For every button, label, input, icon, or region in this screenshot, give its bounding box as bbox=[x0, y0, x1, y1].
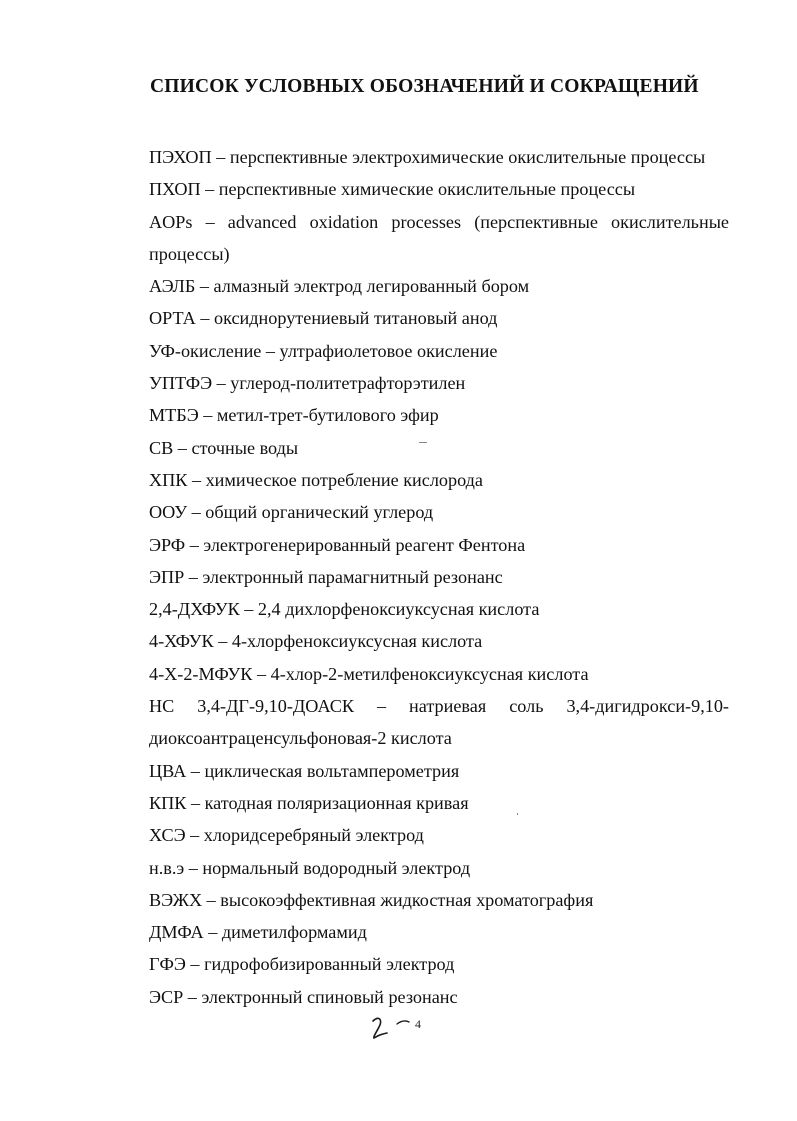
page-number: 4 bbox=[415, 1017, 421, 1031]
list-item: УПТФЭ – углерод-политетрафторэтилен bbox=[149, 373, 466, 394]
list-item: ХПК – химическое потребление кислорода bbox=[149, 469, 484, 490]
list-item: 4-ХФУК – 4-хлорфеноксиуксусная кислота bbox=[149, 631, 483, 652]
list-item: МТБЭ – метил-трет-бутилового эфир bbox=[149, 405, 439, 426]
list-item: КПК – катодная поляризационная кривая bbox=[149, 792, 469, 813]
list-item: ОРТА – оксиднорутениевый титановый анод bbox=[149, 308, 498, 329]
scan-artifact-dot bbox=[517, 813, 518, 815]
list-item: 4-Х-2-МФУК – 4-хлор-2-метилфеноксиуксусная кислота bbox=[149, 663, 589, 684]
list-item: ПХОП – перспективные химические окислительные процессы bbox=[149, 179, 636, 200]
list-item: УФ-окисление – ултрафиолетовое окисление bbox=[149, 340, 498, 361]
list-item: ДМФА – диметилформамид bbox=[149, 922, 367, 943]
list-item: ЭПР – электронный парамагнитный резонанс bbox=[149, 566, 503, 587]
list-item: АЭЛБ – алмазный электрод легированный бором bbox=[149, 276, 530, 297]
list-item-continuation: диоксоантраценсульфоновая-2 кислота bbox=[149, 728, 452, 749]
abbreviation-list bbox=[149, 141, 729, 1013]
list-item: AOPs – advanced oxidation processes (перспективные окислительные bbox=[149, 211, 729, 232]
list-item: ЭСР – электронный спиновый резонанс bbox=[149, 986, 458, 1007]
list-item: ЦВА – циклическая вольтамперометрия bbox=[149, 760, 460, 781]
handwritten-page-mark-icon bbox=[367, 1012, 417, 1042]
list-item: ВЭЖХ – высокоэффективная жидкостная хроматография bbox=[149, 889, 594, 910]
list-item: ЭРФ – электрогенерированный реагент Фентона bbox=[149, 534, 526, 555]
list-item: 2,4-ДХФУК – 2,4 дихлорфеноксиуксусная кислота bbox=[149, 599, 540, 620]
scan-artifact-dash bbox=[419, 442, 427, 443]
list-item: НС 3,4-ДГ-9,10-ДОАСК – натриевая соль 3,4-дигидрокси-9,10- bbox=[149, 696, 729, 717]
page-title: СПИСОК УСЛОВНЫХ ОБОЗНАЧЕНИЙ И СОКРАЩЕНИЙ bbox=[150, 76, 699, 97]
list-item: ХСЭ – хлоридсеребряный электрод bbox=[149, 825, 424, 846]
list-item: ГФЭ – гидрофобизированный электрод bbox=[149, 954, 455, 975]
list-item: н.в.э – нормальный водородный электрод bbox=[149, 857, 471, 878]
list-item: ПЭХОП – перспективные электрохимические окислительные процессы bbox=[149, 147, 706, 167]
list-item: СВ – сточные воды bbox=[149, 437, 299, 458]
list-item: ООУ – общий органический углерод bbox=[149, 502, 434, 523]
list-item-continuation: процессы) bbox=[149, 243, 230, 264]
